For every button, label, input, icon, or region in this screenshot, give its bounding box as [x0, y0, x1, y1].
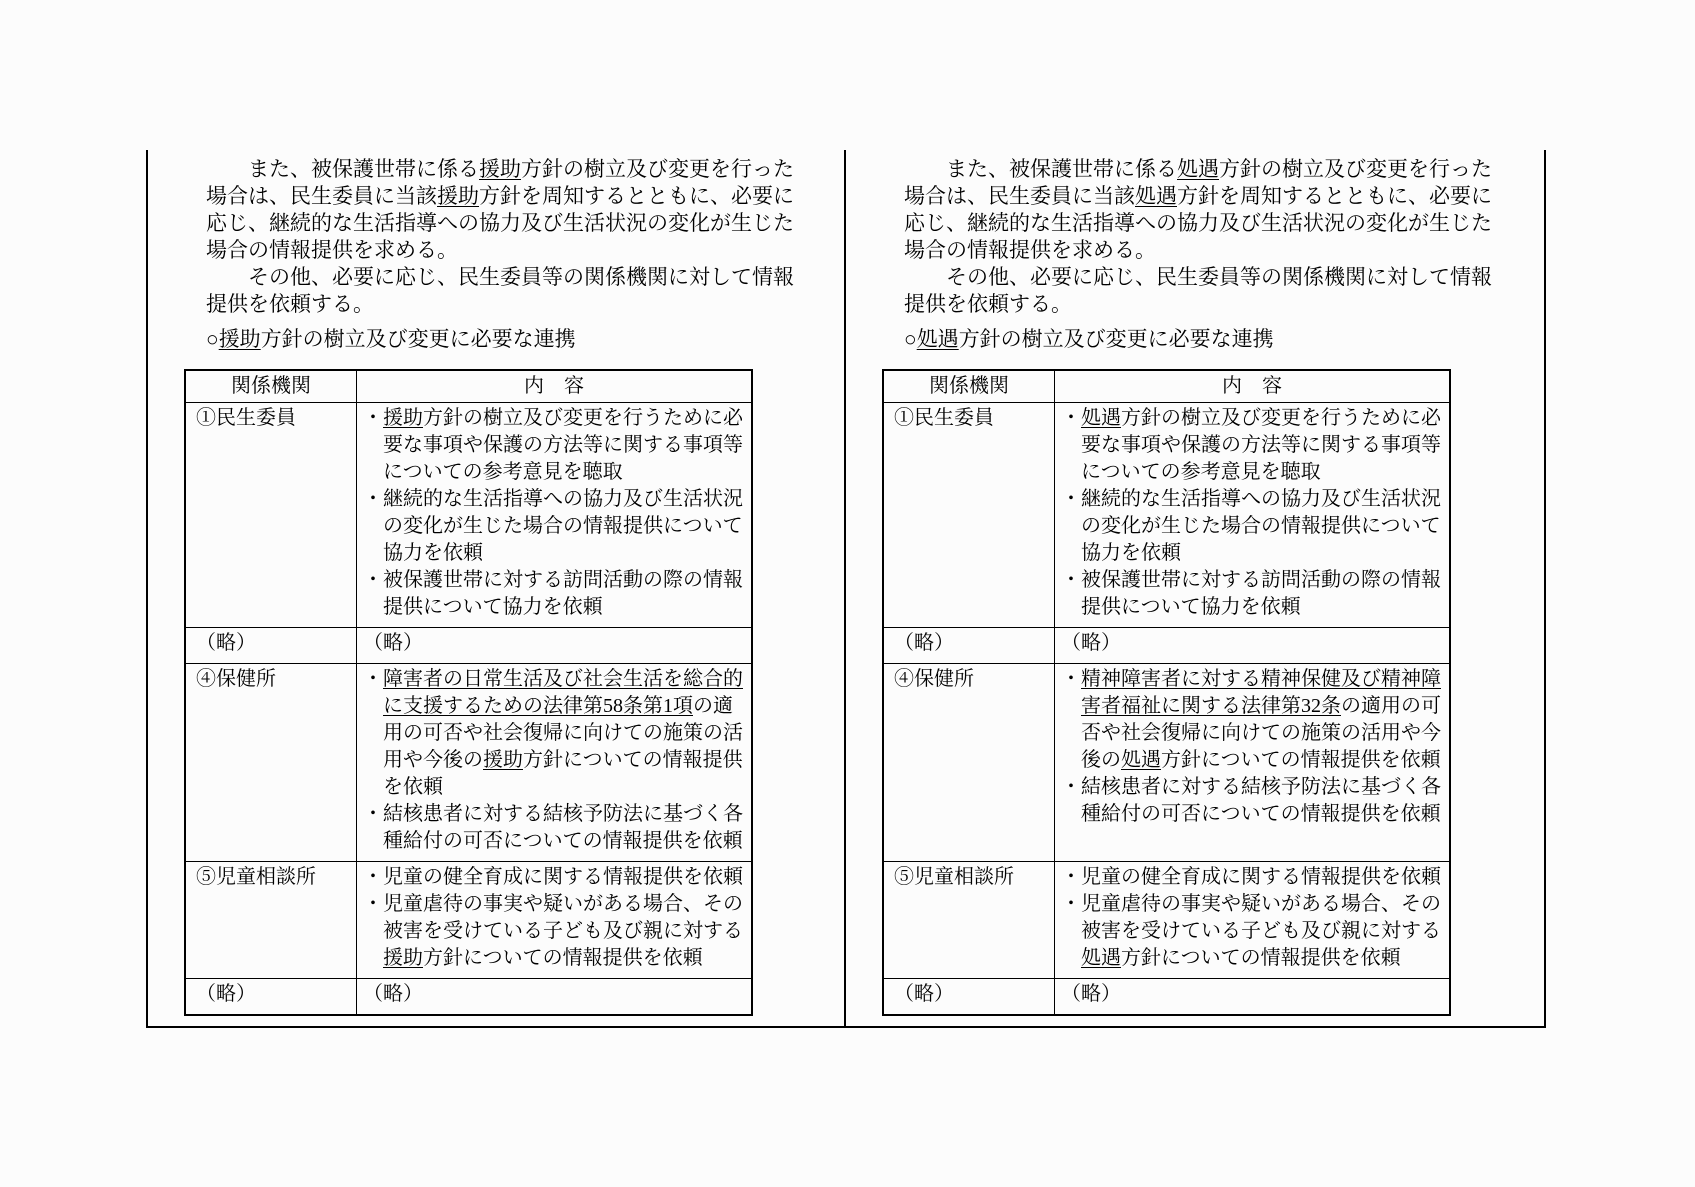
table-row	[883, 628, 1450, 664]
bullet-item	[1061, 774, 1443, 828]
table-row	[185, 862, 752, 979]
bullet-item	[363, 567, 745, 621]
text-segment: その他、必要に応じ、民生委員等の関係機関に対して情報提供を依頼する。	[904, 265, 1492, 316]
text-segment: 方針を周知するとともに、必要に応じ、継続的な生活指導への協力及び生活状況の変化が生じた場合の情報提供を求める。	[206, 184, 794, 262]
text-segment: 被保護世帯に対する訪問活動の際の情報提供について協力を依頼	[1081, 569, 1441, 618]
content-cell	[357, 403, 753, 628]
text-segment: ・	[363, 668, 383, 690]
text-segment: ・	[1061, 866, 1081, 888]
abbreviated-text: （略）	[1061, 632, 1121, 654]
body-paragraphs	[904, 156, 1496, 318]
abbreviated-text: （略）	[1061, 983, 1121, 1005]
liaison-table	[882, 369, 1451, 1016]
underlined-text: 処遇	[1121, 749, 1161, 771]
table-row	[185, 403, 752, 628]
content-cell	[357, 862, 753, 979]
underlined-text: 援助	[383, 947, 423, 969]
organization-cell: （略）	[185, 628, 357, 664]
underlined-text: 処遇	[1081, 947, 1121, 969]
text-segment: ・	[1061, 776, 1081, 798]
text-segment: 方針の樹立及び変更を行った場合は、民生委員に当該	[904, 157, 1492, 208]
text-segment: の適用の可否や社会復帰に向けての施策の活用や今後の	[383, 695, 743, 771]
table-row	[883, 403, 1450, 628]
page-column-original	[846, 150, 1546, 1028]
organization-cell: ④保健所	[883, 664, 1055, 862]
header-content: 内 容	[1055, 370, 1451, 403]
table-row	[883, 862, 1450, 979]
text-segment: ・	[363, 407, 383, 429]
text-segment: 継続的な生活指導への協力及び生活状況の変化が生じた場合の情報提供について協力を依頼	[1081, 488, 1441, 564]
text-segment: ・	[1061, 407, 1081, 429]
organization-cell: （略）	[883, 628, 1055, 664]
bullet-item	[363, 801, 745, 855]
text-segment: ・	[1061, 668, 1081, 690]
header-organization: 関係機関	[883, 370, 1055, 403]
underlined-text: 援助	[483, 749, 523, 771]
table-row	[185, 628, 752, 664]
text-segment: 結核患者に対する結核予防法に基づく各種給付の可否についての情報提供を依頼	[1081, 776, 1441, 825]
text-segment: 方針についての情報提供を依頼	[1161, 749, 1441, 771]
text-segment: その他、必要に応じ、民生委員等の関係機関に対して情報提供を依頼する。	[206, 265, 794, 316]
abbreviated-text: （略）	[363, 983, 423, 1005]
text-segment: 方針を周知するとともに、必要に応じ、継続的な生活指導への協力及び生活状況の変化が生じた場合の情報提供を求める。	[904, 184, 1492, 262]
text-segment: 方針の樹立及び変更に必要な連携	[260, 327, 576, 351]
text-segment: 方針の樹立及び変更を行うために必要な事項や保護の方法等に関する事項等についての参考意見を聴取	[1081, 407, 1441, 483]
bullet-item	[363, 864, 745, 891]
underlined-text: 処遇	[1135, 184, 1177, 208]
underlined-text: 処遇	[1081, 407, 1121, 429]
underlined-text: 精神障害者に対する精神保健及び精神障害者福祉に関する法律第32条	[1081, 668, 1441, 717]
organization-cell: ⑤児童相談所	[185, 862, 357, 979]
text-segment: 方針の樹立及び変更を行った場合は、民生委員に当該	[206, 157, 794, 208]
header-content: 内 容	[357, 370, 753, 403]
bullet-item	[1061, 405, 1443, 486]
underlined-text: 援助	[479, 157, 521, 181]
header-organization: 関係機関	[185, 370, 357, 403]
body-paragraphs	[206, 156, 798, 318]
abbreviated-text: （略）	[363, 632, 423, 654]
bullet-item	[363, 891, 745, 972]
text-segment: の適用の可否や社会復帰に向けての施策の活用や今後の	[1081, 695, 1441, 771]
table-row	[883, 664, 1450, 862]
underlined-text: 障害者の日常生活及び社会生活を総合的に支援するための法律第58条第1項	[383, 668, 743, 717]
organization-cell: ⑤児童相談所	[883, 862, 1055, 979]
underlined-text: 処遇	[1177, 157, 1219, 181]
text-segment: ・	[1061, 488, 1081, 510]
text-segment: 児童虐待の事実や疑いがある場合、その被害を受けている子ども及び親に対する	[1081, 893, 1441, 942]
text-segment: 方針の樹立及び変更に必要な連携	[958, 327, 1274, 351]
underlined-text: 援助	[218, 327, 261, 351]
text-segment: 児童の健全育成に関する情報提供を依頼	[383, 866, 743, 888]
paragraph	[904, 156, 1496, 264]
bullet-item	[1061, 891, 1443, 972]
content-cell	[1055, 628, 1451, 664]
bullet-item	[1061, 486, 1443, 567]
text-segment: 児童の健全育成に関する情報提供を依頼	[1081, 866, 1441, 888]
page-column-revised	[146, 150, 846, 1028]
content-cell	[1055, 862, 1451, 979]
table-row	[883, 979, 1450, 1016]
text-segment: また、被保護世帯に係る	[946, 157, 1177, 181]
text-segment: ○	[206, 327, 219, 351]
paragraph	[904, 264, 1496, 318]
text-segment: 結核患者に対する結核予防法に基づく各種給付の可否についての情報提供を依頼	[383, 803, 743, 852]
text-segment: ・	[1061, 569, 1081, 591]
paragraph	[206, 156, 798, 264]
text-segment: ・	[363, 893, 383, 915]
content-cell	[357, 664, 753, 862]
content-cell	[1055, 979, 1451, 1016]
paragraph	[206, 264, 798, 318]
text-segment: ・	[363, 488, 383, 510]
text-segment: 継続的な生活指導への協力及び生活状況の変化が生じた場合の情報提供について協力を依頼	[383, 488, 743, 564]
text-segment: 方針についての情報提供を依頼	[1121, 947, 1401, 969]
organization-cell: （略）	[185, 979, 357, 1016]
table-header-row	[883, 370, 1450, 403]
bullet-item	[1061, 864, 1443, 891]
table-row	[185, 979, 752, 1016]
bullet-item	[363, 666, 745, 801]
text-segment: ・	[1061, 893, 1081, 915]
text-segment: 被保護世帯に対する訪問活動の際の情報提供について協力を依頼	[383, 569, 743, 618]
text-segment: 方針についての情報提供を依頼	[423, 947, 703, 969]
content-cell	[357, 979, 753, 1016]
content-cell	[1055, 664, 1451, 862]
content-cell	[357, 628, 753, 664]
text-segment: ・	[363, 803, 383, 825]
text-segment: また、被保護世帯に係る	[248, 157, 479, 181]
text-segment: 方針の樹立及び変更を行うために必要な事項や保護の方法等に関する事項等についての参考意見を聴取	[383, 407, 743, 483]
organization-cell: ④保健所	[185, 664, 357, 862]
text-segment: ○	[904, 327, 917, 351]
content-cell	[1055, 403, 1451, 628]
bullet-item	[363, 405, 745, 486]
organization-cell: ①民生委員	[185, 403, 357, 628]
liaison-table	[184, 369, 753, 1016]
underlined-text: 処遇	[916, 327, 959, 351]
bullet-item	[1061, 567, 1443, 621]
text-segment: ・	[363, 569, 383, 591]
text-segment: 方針についての情報提供を依頼	[383, 749, 743, 798]
organization-cell: ①民生委員	[883, 403, 1055, 628]
table-header-row	[185, 370, 752, 403]
text-segment: ・	[363, 866, 383, 888]
underlined-text: 援助	[437, 184, 479, 208]
section-heading	[206, 326, 844, 353]
section-heading	[904, 326, 1544, 353]
organization-cell: （略）	[883, 979, 1055, 1016]
table-row	[185, 664, 752, 862]
bullet-item	[1061, 666, 1443, 774]
bullet-item	[363, 486, 745, 567]
underlined-text: 援助	[383, 407, 423, 429]
text-segment: 児童虐待の事実や疑いがある場合、その被害を受けている子ども及び親に対する	[383, 893, 743, 942]
